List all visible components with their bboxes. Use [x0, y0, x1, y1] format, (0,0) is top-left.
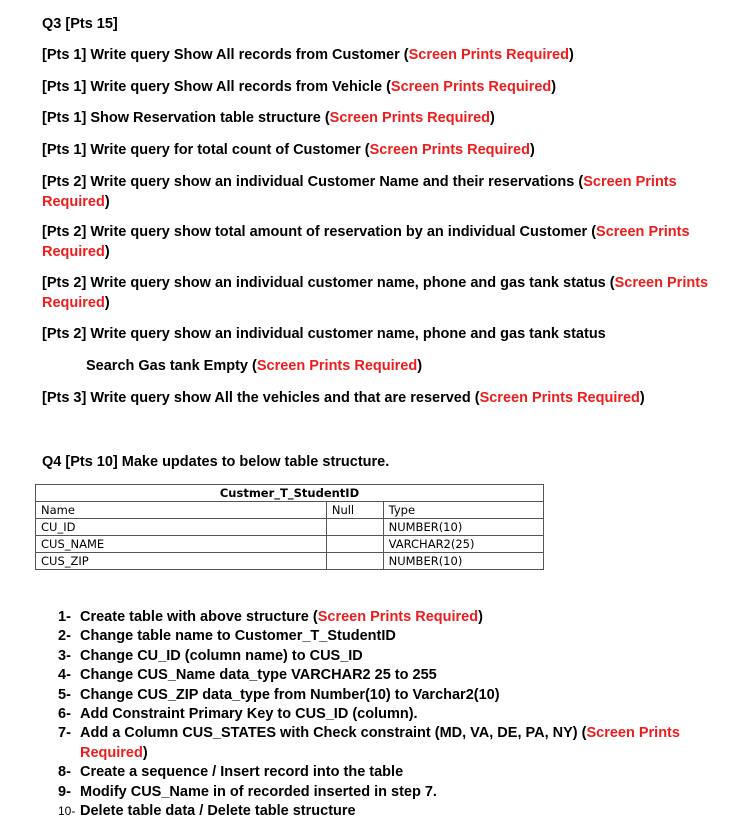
q3-header: Q3 [Pts 15]	[42, 16, 118, 32]
table-row	[36, 553, 544, 570]
schema-table-title-row	[36, 485, 544, 502]
column-header-type: Type	[383, 502, 543, 519]
q3-item-4: [Pts 1] Write query for total count of Customer (Screen Prints Required)	[42, 142, 535, 158]
column-header-name: Name	[36, 502, 327, 519]
cell-type: VARCHAR2(25)	[383, 536, 543, 553]
cell-type: NUMBER(10)	[383, 519, 543, 536]
cell-null	[326, 553, 383, 570]
step-item: 4- Change CUS_Name data_type VARCHAR2 25 to 255	[58, 667, 437, 684]
column-header-null: Null	[326, 502, 383, 519]
q3-item-1: [Pts 1] Write query Show All records from Customer (Screen Prints Required)	[42, 47, 574, 63]
q3-item-5: [Pts 2] Write query show an individual Customer Name and their reservations (Screen Prints Required)	[42, 174, 677, 210]
schema-table-title: Custmer_T_StudentID	[36, 485, 544, 502]
cell-null	[326, 536, 383, 553]
cell-name: CUS_NAME	[36, 536, 327, 553]
table-row	[36, 519, 544, 536]
q4-steps-list	[58, 608, 708, 821]
q3-item-9: Search Gas tank Empty (Screen Prints Required)	[86, 358, 423, 374]
cell-type: NUMBER(10)	[383, 553, 543, 570]
step-item: 1- Create table with above structure (Screen Prints Required)	[58, 609, 483, 625]
step-item: 8- Create a sequence / Insert record into the table	[58, 764, 404, 781]
q3-item-3: [Pts 1] Show Reservation table structure (Screen Prints Required)	[42, 110, 495, 126]
schema-table-header-row	[36, 502, 544, 519]
step-item: 5- Change CUS_ZIP data_type from Number(10) to Varchar2(10)	[58, 686, 500, 703]
step-item: 3- Change CU_ID (column name) to CUS_ID	[58, 647, 363, 664]
cell-null	[326, 519, 383, 536]
q4-header: Q4 [Pts 10] Make updates to below table structure.	[42, 454, 390, 470]
q3-item-6: [Pts 2] Write query show total amount of reservation by an individual Customer (Screen Prints Required)	[42, 224, 690, 260]
table-row	[36, 536, 544, 553]
step-item: 10- Delete table data / Delete table structure	[58, 803, 356, 820]
step-item: 9- Modify CUS_Name in of recorded inserted in step 7.	[58, 783, 437, 800]
cell-name: CU_ID	[36, 519, 327, 536]
step-item: 7- Add a Column CUS_STATES with Check constraint (MD, VA, DE, PA, NY) (Screen Prints Required)	[58, 725, 680, 761]
step-item: 6- Add Constraint Primary Key to CUS_ID (column).	[58, 706, 418, 723]
step-item: 2- Change table name to Customer_T_StudentID	[58, 628, 396, 645]
q3-item-10: [Pts 3] Write query show All the vehicles and that are reserved (Screen Prints Required)	[42, 390, 645, 406]
q3-item-2: [Pts 1] Write query Show All records from Vehicle (Screen Prints Required)	[42, 79, 557, 95]
q3-item-7: [Pts 2] Write query show an individual customer name, phone and gas tank status (Screen Prints Required)	[42, 275, 709, 311]
q3-item-8: [Pts 2] Write query show an individual customer name, phone and gas tank status	[42, 326, 606, 342]
schema-table	[35, 484, 544, 570]
cell-name: CUS_ZIP	[36, 553, 327, 570]
